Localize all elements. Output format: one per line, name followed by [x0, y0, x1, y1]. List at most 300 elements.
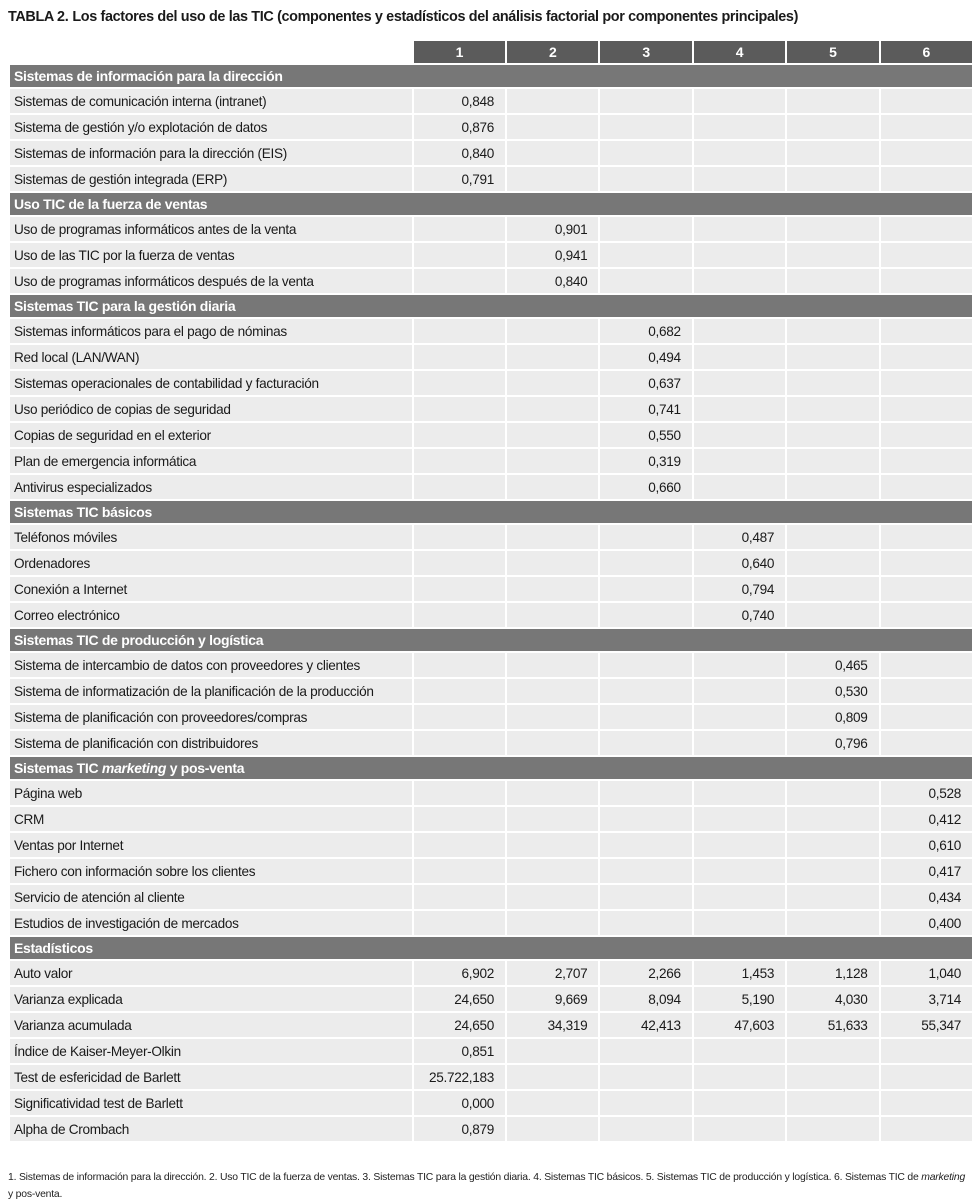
value-cell: [694, 653, 785, 677]
value-cell: [881, 269, 972, 293]
value-cell: [881, 525, 972, 549]
section-title: Uso TIC de la fuerza de ventas: [10, 193, 972, 215]
value-cell: 47,603: [694, 1013, 785, 1037]
value-cell: [507, 653, 598, 677]
value-cell: [881, 243, 972, 267]
table-row: [10, 1091, 972, 1115]
value-cell: [787, 449, 878, 473]
value-cell: [787, 141, 878, 165]
value-cell: [787, 371, 878, 395]
section-header-row: [10, 629, 972, 651]
value-cell: 0,941: [507, 243, 598, 267]
value-cell: [600, 603, 691, 627]
footnote-italic: marketing: [921, 1172, 966, 1183]
row-label: Varianza explicada: [10, 987, 412, 1011]
value-cell: [414, 345, 505, 369]
value-cell: 3,714: [881, 987, 972, 1011]
row-label: Sistema de planificación con distribuidores: [10, 731, 412, 755]
factor-table: [8, 39, 974, 1143]
value-cell: 0,319: [600, 449, 691, 473]
value-cell: [507, 911, 598, 935]
table-row: [10, 475, 972, 499]
value-cell: [507, 781, 598, 805]
value-cell: [507, 859, 598, 883]
value-cell: [694, 217, 785, 241]
value-cell: [694, 269, 785, 293]
value-cell: [600, 1117, 691, 1141]
value-cell: [507, 319, 598, 343]
value-cell: [881, 345, 972, 369]
value-cell: 0,412: [881, 807, 972, 831]
value-cell: [787, 911, 878, 935]
section-header-row: [10, 193, 972, 215]
value-cell: [787, 475, 878, 499]
value-cell: [694, 1091, 785, 1115]
value-cell: [694, 345, 785, 369]
value-cell: [507, 603, 598, 627]
value-cell: [507, 1039, 598, 1063]
value-cell: [600, 1091, 691, 1115]
value-cell: [881, 551, 972, 575]
value-cell: [694, 89, 785, 113]
value-cell: 0,660: [600, 475, 691, 499]
value-cell: [694, 807, 785, 831]
row-label: Fichero con información sobre los clientes: [10, 859, 412, 883]
section-header-row: [10, 65, 972, 87]
table-row: [10, 525, 972, 549]
table-row: [10, 859, 972, 883]
table-row: [10, 577, 972, 601]
row-label: CRM: [10, 807, 412, 831]
value-cell: [787, 551, 878, 575]
value-cell: [414, 475, 505, 499]
value-cell: 0,741: [600, 397, 691, 421]
value-cell: [881, 423, 972, 447]
value-cell: [507, 807, 598, 831]
value-cell: 34,319: [507, 1013, 598, 1037]
value-cell: 0,901: [507, 217, 598, 241]
value-cell: [694, 885, 785, 909]
value-cell: [507, 423, 598, 447]
row-label: Varianza acumulada: [10, 1013, 412, 1037]
value-cell: [881, 371, 972, 395]
row-label: Sistemas de gestión integrada (ERP): [10, 167, 412, 191]
value-cell: 2,707: [507, 961, 598, 985]
table-row: [10, 371, 972, 395]
section-header-row: [10, 501, 972, 523]
value-cell: 51,633: [787, 1013, 878, 1037]
value-cell: [600, 885, 691, 909]
section-title-italic: marketing: [101, 760, 167, 776]
value-cell: [694, 423, 785, 447]
row-label: Sistemas de información para la dirección (EIS): [10, 141, 412, 165]
table-title: [8, 9, 798, 25]
value-cell: [414, 217, 505, 241]
value-cell: [600, 89, 691, 113]
table-row: [10, 319, 972, 343]
value-cell: [600, 525, 691, 549]
value-cell: [694, 833, 785, 857]
row-label: Alpha de Crombach: [10, 1117, 412, 1141]
row-label: Uso de las TIC por la fuerza de ventas: [10, 243, 412, 267]
value-cell: [414, 731, 505, 755]
row-label: Ordenadores: [10, 551, 412, 575]
value-cell: 0,550: [600, 423, 691, 447]
value-cell: [787, 423, 878, 447]
value-cell: 1,128: [787, 961, 878, 985]
value-cell: [881, 603, 972, 627]
section-header-row: [10, 757, 972, 779]
value-cell: [414, 911, 505, 935]
value-cell: 0,400: [881, 911, 972, 935]
value-cell: [600, 577, 691, 601]
value-cell: [507, 885, 598, 909]
value-cell: [600, 1065, 691, 1089]
section-title: Sistemas TIC de producción y logística: [10, 629, 972, 651]
row-label: Servicio de atención al cliente: [10, 885, 412, 909]
footnote-end: y pos-venta.: [8, 1188, 63, 1200]
value-cell: [881, 115, 972, 139]
value-cell: 0,809: [787, 705, 878, 729]
row-label: Correo electrónico: [10, 603, 412, 627]
section-title-part: Sistemas TIC: [14, 760, 102, 776]
value-cell: [881, 1039, 972, 1063]
column-header: 6: [881, 41, 972, 63]
value-cell: 0,434: [881, 885, 972, 909]
value-cell: [414, 449, 505, 473]
row-label: Ventas por Internet: [10, 833, 412, 857]
value-cell: 0,796: [787, 731, 878, 755]
value-cell: [600, 217, 691, 241]
value-cell: [787, 1039, 878, 1063]
value-cell: [694, 449, 785, 473]
value-cell: 0,417: [881, 859, 972, 883]
value-cell: [414, 551, 505, 575]
table-row: [10, 115, 972, 139]
value-cell: [787, 1091, 878, 1115]
value-cell: 0,840: [414, 141, 505, 165]
value-cell: 0,848: [414, 89, 505, 113]
value-cell: [414, 319, 505, 343]
value-cell: [414, 423, 505, 447]
value-cell: [694, 475, 785, 499]
table-row: [10, 449, 972, 473]
section-title: Sistemas de información para la dirección: [10, 65, 972, 87]
value-cell: 24,650: [414, 987, 505, 1011]
value-cell: [414, 653, 505, 677]
table-row: [10, 731, 972, 755]
table-row: [10, 89, 972, 113]
value-cell: [600, 269, 691, 293]
value-cell: [414, 705, 505, 729]
section-header-row: [10, 937, 972, 959]
value-cell: [414, 603, 505, 627]
table-row: [10, 1013, 972, 1037]
value-cell: [414, 833, 505, 857]
value-cell: [414, 397, 505, 421]
value-cell: [414, 807, 505, 831]
footnote-text: 1. Sistemas de información para la dirección. 2. Uso TIC de la fuerza de ventas. 3. Sistemas TIC para la gestión diaria. 4. Sistemas TIC básicos. 5. Sistemas TIC de producción y logística. 6. Sistemas TIC de: [8, 1172, 922, 1183]
table-footnote: [8, 1170, 972, 1203]
value-cell: [507, 397, 598, 421]
table-row: [10, 603, 972, 627]
value-cell: 0,610: [881, 833, 972, 857]
value-cell: 42,413: [600, 1013, 691, 1037]
row-label: Uso periódico de copias de seguridad: [10, 397, 412, 421]
row-label: Índice de Kaiser-Meyer-Olkin: [10, 1039, 412, 1063]
value-cell: [881, 475, 972, 499]
row-label: Teléfonos móviles: [10, 525, 412, 549]
value-cell: 0,840: [507, 269, 598, 293]
table-row: [10, 397, 972, 421]
row-label: Uso de programas informáticos antes de la venta: [10, 217, 412, 241]
value-cell: 6,902: [414, 961, 505, 985]
value-cell: [600, 859, 691, 883]
section-title: [10, 757, 972, 779]
value-cell: [787, 1065, 878, 1089]
row-label: Sistemas de comunicación interna (intranet): [10, 89, 412, 113]
value-cell: [881, 1117, 972, 1141]
table-caption: Los factores del uso de las TIC (componentes y estadísticos del análisis factorial por componentes principales): [72, 9, 799, 25]
table-row: [10, 987, 972, 1011]
value-cell: [787, 833, 878, 857]
value-cell: [507, 475, 598, 499]
value-cell: [881, 141, 972, 165]
value-cell: [600, 551, 691, 575]
column-header: 3: [600, 41, 691, 63]
value-cell: [600, 833, 691, 857]
value-cell: 4,030: [787, 987, 878, 1011]
value-cell: [881, 449, 972, 473]
value-cell: 0,465: [787, 653, 878, 677]
value-cell: [600, 679, 691, 703]
value-cell: [787, 89, 878, 113]
table-row: [10, 705, 972, 729]
value-cell: [787, 397, 878, 421]
value-cell: [507, 833, 598, 857]
value-cell: 1,453: [694, 961, 785, 985]
value-cell: [787, 603, 878, 627]
row-label: Sistema de planificación con proveedores/compras: [10, 705, 412, 729]
value-cell: [694, 1117, 785, 1141]
table-row: [10, 551, 972, 575]
value-cell: 55,347: [881, 1013, 972, 1037]
section-title: Sistemas TIC básicos: [10, 501, 972, 523]
value-cell: 0,487: [694, 525, 785, 549]
value-cell: 25.722,183: [414, 1065, 505, 1089]
value-cell: [507, 449, 598, 473]
row-label: Sistema de intercambio de datos con proveedores y clientes: [10, 653, 412, 677]
row-label: Conexión a Internet: [10, 577, 412, 601]
value-cell: [694, 1065, 785, 1089]
row-label: Red local (LAN/WAN): [10, 345, 412, 369]
value-cell: [414, 371, 505, 395]
table-row: [10, 345, 972, 369]
value-cell: [507, 115, 598, 139]
value-cell: [600, 243, 691, 267]
value-cell: [787, 1117, 878, 1141]
row-label: Uso de programas informáticos después de la venta: [10, 269, 412, 293]
value-cell: [507, 731, 598, 755]
column-header: 5: [787, 41, 878, 63]
value-cell: [600, 115, 691, 139]
value-cell: 0,876: [414, 115, 505, 139]
value-cell: 0,637: [600, 371, 691, 395]
value-cell: [414, 577, 505, 601]
value-cell: [507, 551, 598, 575]
value-cell: [787, 269, 878, 293]
table-row: [10, 911, 972, 935]
table-row: [10, 833, 972, 857]
column-header: 1: [414, 41, 505, 63]
value-cell: [600, 807, 691, 831]
row-label: Antivirus especializados: [10, 475, 412, 499]
value-cell: [414, 859, 505, 883]
value-cell: [881, 705, 972, 729]
value-cell: 0,640: [694, 551, 785, 575]
value-cell: [787, 859, 878, 883]
row-label: Copias de seguridad en el exterior: [10, 423, 412, 447]
value-cell: [881, 167, 972, 191]
value-cell: [881, 653, 972, 677]
value-cell: [694, 911, 785, 935]
value-cell: [414, 243, 505, 267]
value-cell: [787, 525, 878, 549]
value-cell: [694, 167, 785, 191]
value-cell: 24,650: [414, 1013, 505, 1037]
value-cell: [694, 141, 785, 165]
table-row: [10, 217, 972, 241]
value-cell: 5,190: [694, 987, 785, 1011]
value-cell: [414, 525, 505, 549]
table-number: TABLA 2.: [8, 9, 69, 25]
value-cell: [507, 89, 598, 113]
value-cell: 0,879: [414, 1117, 505, 1141]
value-cell: 0,794: [694, 577, 785, 601]
value-cell: [881, 397, 972, 421]
table-row: [10, 679, 972, 703]
value-cell: [787, 217, 878, 241]
row-label: Test de esfericidad de Barlett: [10, 1065, 412, 1089]
value-cell: [881, 89, 972, 113]
table-row: [10, 961, 972, 985]
value-cell: [881, 1091, 972, 1115]
value-cell: [787, 577, 878, 601]
table-row: [10, 807, 972, 831]
value-cell: [694, 859, 785, 883]
value-cell: [694, 679, 785, 703]
value-cell: [694, 115, 785, 139]
section-title: Sistemas TIC para la gestión diaria: [10, 295, 972, 317]
value-cell: [694, 731, 785, 755]
table-row: [10, 885, 972, 909]
value-cell: [507, 705, 598, 729]
row-label: Página web: [10, 781, 412, 805]
value-cell: 2,266: [600, 961, 691, 985]
value-cell: [881, 1065, 972, 1089]
table-row: [10, 269, 972, 293]
value-cell: [600, 705, 691, 729]
value-cell: [787, 807, 878, 831]
table-row: [10, 141, 972, 165]
table-row: [10, 423, 972, 447]
value-cell: [600, 141, 691, 165]
value-cell: 0,000: [414, 1091, 505, 1115]
value-cell: [507, 1065, 598, 1089]
value-cell: [507, 345, 598, 369]
value-cell: 0,682: [600, 319, 691, 343]
value-cell: 0,740: [694, 603, 785, 627]
value-cell: [694, 1039, 785, 1063]
value-cell: [600, 1039, 691, 1063]
value-cell: [600, 731, 691, 755]
row-label: Estudios de investigación de mercados: [10, 911, 412, 935]
value-cell: [507, 679, 598, 703]
table-row: [10, 1065, 972, 1089]
value-cell: [787, 885, 878, 909]
value-cell: 0,494: [600, 345, 691, 369]
value-cell: [787, 319, 878, 343]
value-cell: 0,528: [881, 781, 972, 805]
row-label: Sistema de gestión y/o explotación de datos: [10, 115, 412, 139]
row-label: Sistemas operacionales de contabilidad y facturación: [10, 371, 412, 395]
value-cell: 0,791: [414, 167, 505, 191]
value-cell: [881, 731, 972, 755]
value-cell: [787, 115, 878, 139]
value-cell: [881, 217, 972, 241]
value-cell: [694, 781, 785, 805]
header-row: [10, 41, 972, 63]
value-cell: [787, 781, 878, 805]
table-row: [10, 1117, 972, 1141]
value-cell: [881, 319, 972, 343]
row-label: Sistemas informáticos para el pago de nóminas: [10, 319, 412, 343]
row-label: Plan de emergencia informática: [10, 449, 412, 473]
value-cell: [787, 167, 878, 191]
value-cell: [694, 319, 785, 343]
value-cell: [507, 577, 598, 601]
value-cell: [694, 243, 785, 267]
row-label: Significatividad test de Barlett: [10, 1091, 412, 1115]
value-cell: 1,040: [881, 961, 972, 985]
section-header-row: [10, 295, 972, 317]
column-header: 2: [507, 41, 598, 63]
value-cell: [600, 653, 691, 677]
value-cell: [507, 1091, 598, 1115]
value-cell: [507, 525, 598, 549]
value-cell: 0,530: [787, 679, 878, 703]
value-cell: [414, 269, 505, 293]
row-label: Auto valor: [10, 961, 412, 985]
value-cell: [414, 679, 505, 703]
value-cell: [694, 371, 785, 395]
table-row: [10, 1039, 972, 1063]
value-cell: 8,094: [600, 987, 691, 1011]
value-cell: [694, 397, 785, 421]
value-cell: 9,669: [507, 987, 598, 1011]
value-cell: [600, 167, 691, 191]
value-cell: [881, 577, 972, 601]
table-body: [10, 65, 972, 1141]
value-cell: [600, 781, 691, 805]
value-cell: [507, 141, 598, 165]
value-cell: [507, 167, 598, 191]
section-title: Estadísticos: [10, 937, 972, 959]
table-row: [10, 653, 972, 677]
column-header: 4: [694, 41, 785, 63]
section-title-part: y pos-venta: [166, 760, 245, 776]
value-cell: [600, 911, 691, 935]
